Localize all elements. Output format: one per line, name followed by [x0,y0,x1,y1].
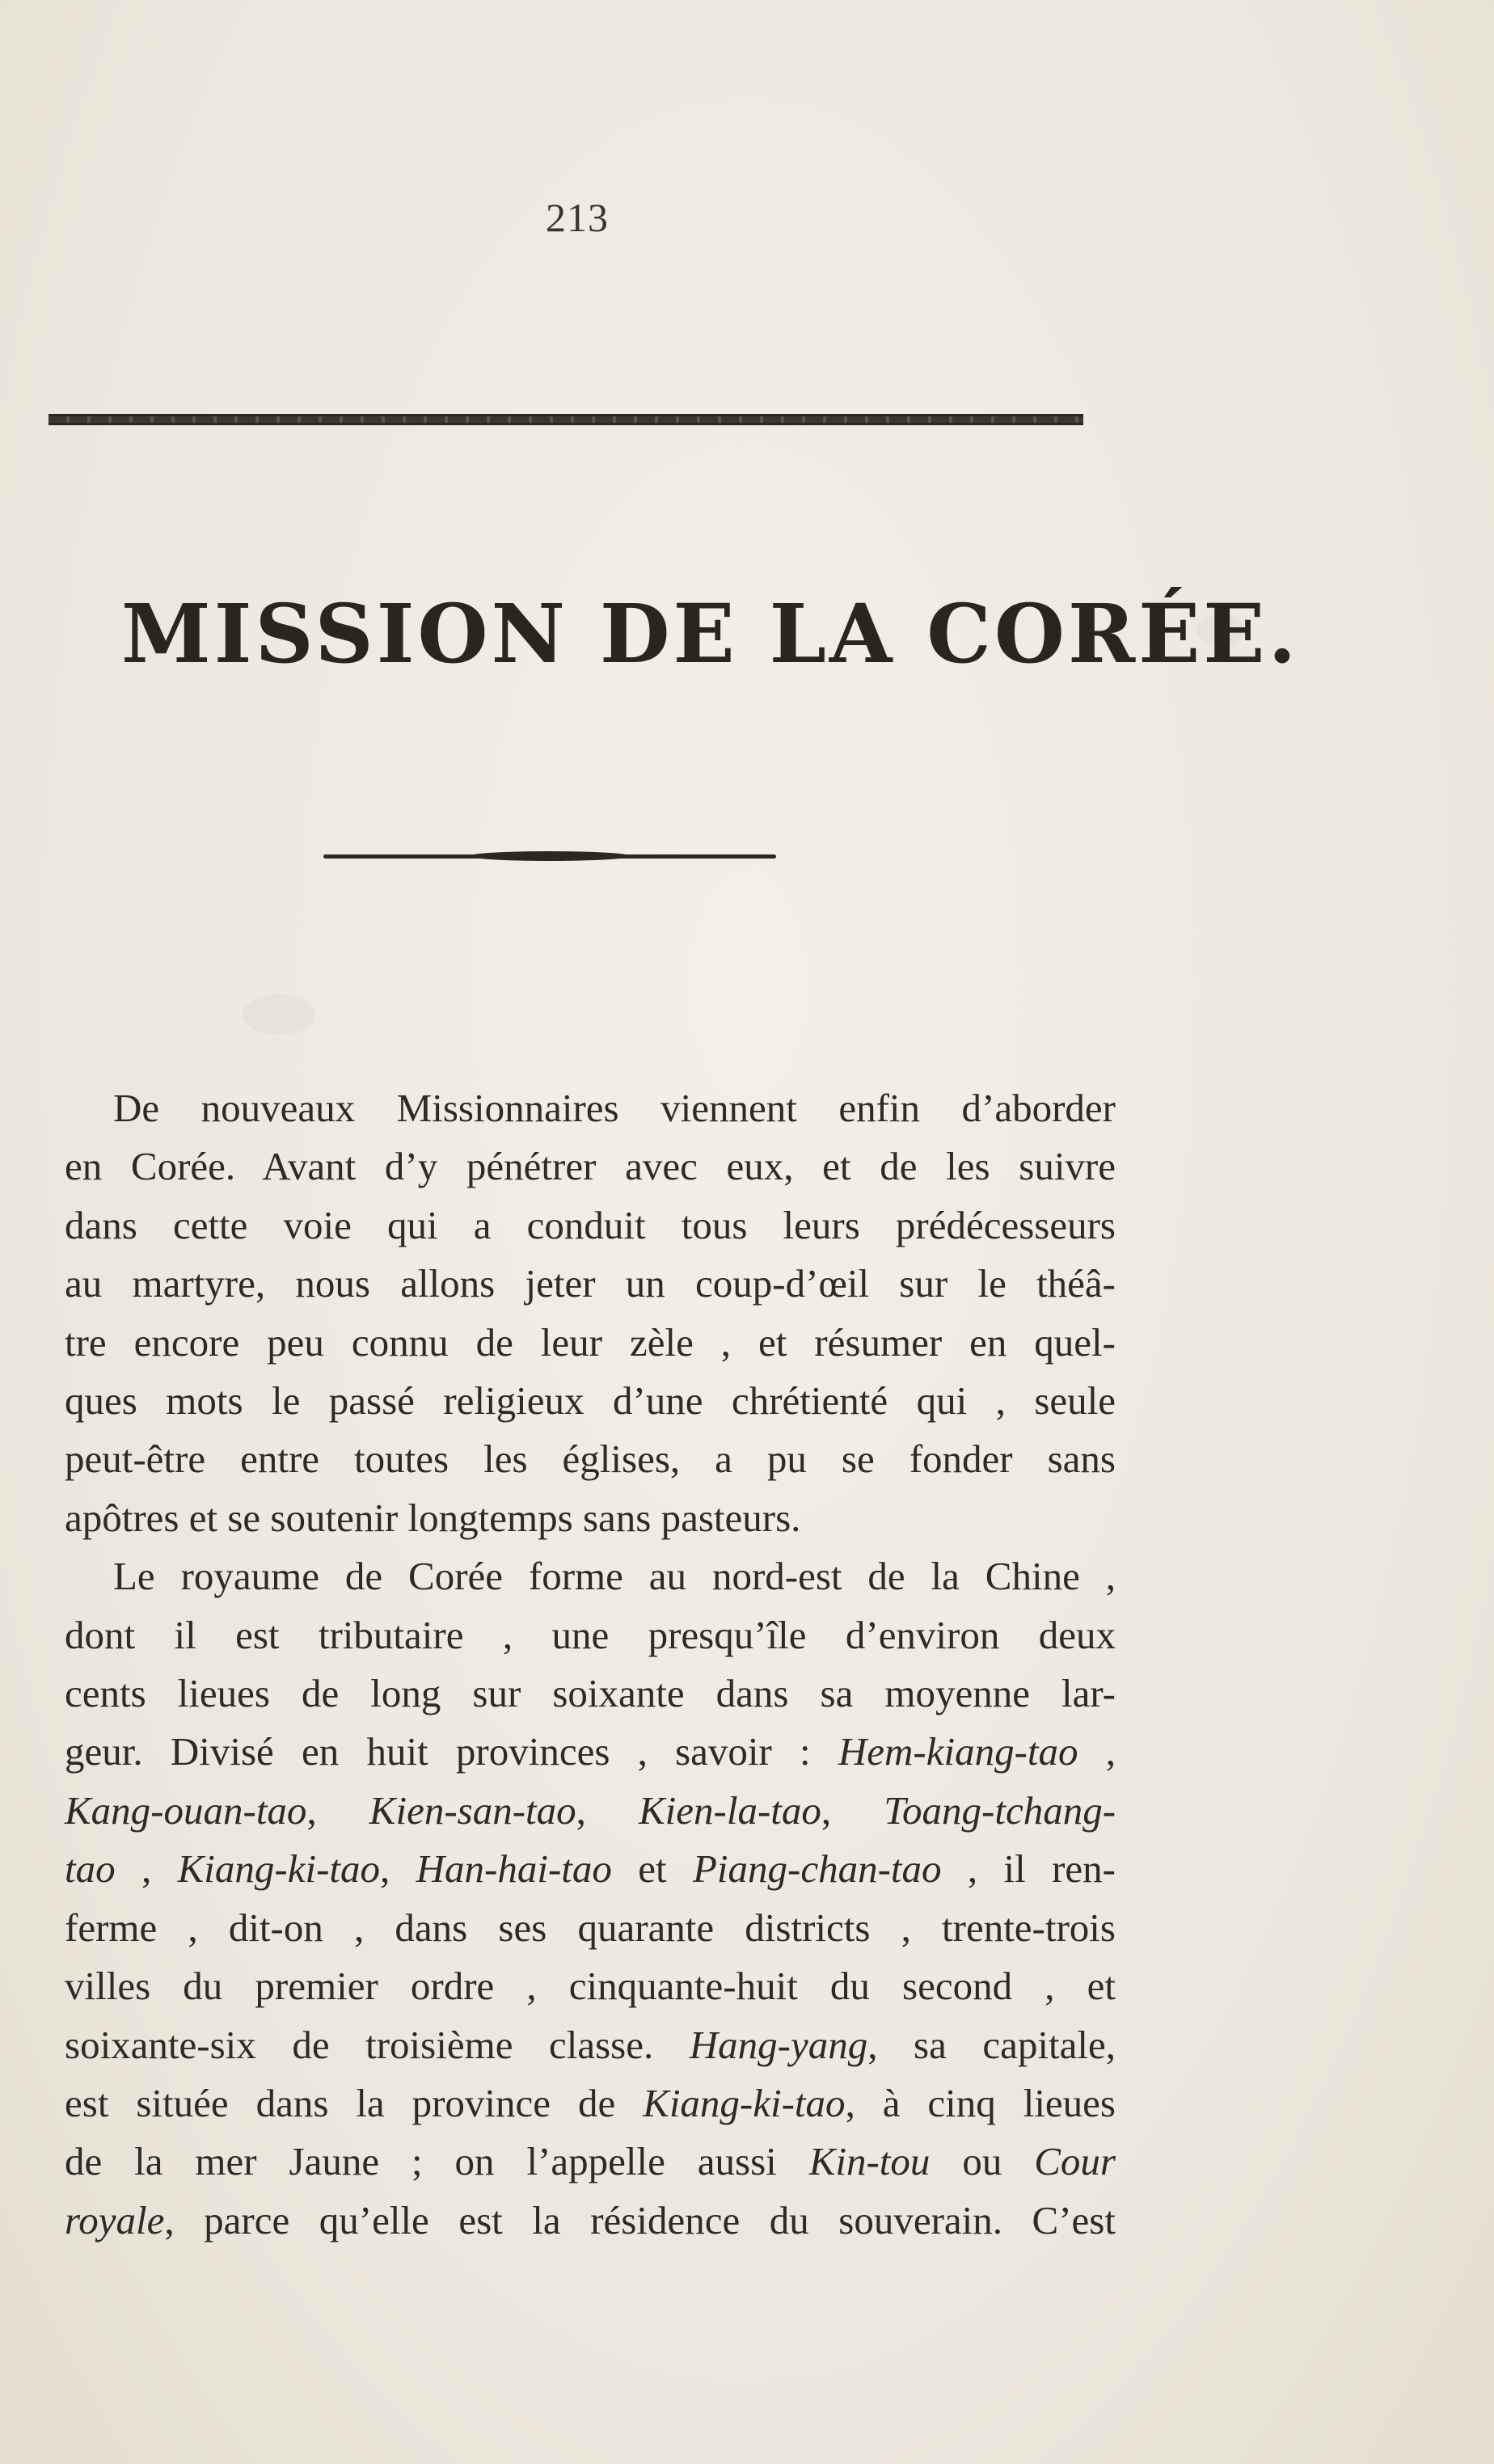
text-run: , parce qu’elle est la résidence du souverain. C’est [164,2197,1116,2242]
text-line: ques mots le passé religieux d’une chrétienté qui , seule [65,1378,1116,1424]
place-name: Hem-kiang-tao [838,1729,1078,1774]
text-line: villes du premier ordre , cinquante-huit du second , et [65,1964,1116,2009]
paragraph-2 [65,1547,1116,2250]
text-line: dont il est tributaire , une presqu’île d’environ deux [65,1612,1116,1657]
text-line: De nouveaux Missionnaires viennent enfin d’aborder [113,1086,1116,1130]
text-line: Le royaume de Corée forme au nord-est de la Chine , [113,1554,1116,1599]
place-name: Kiang-ki-tao [643,2080,846,2125]
place-name: tao [65,1846,116,1892]
place-name: Piang-chan-tao [693,1846,942,1892]
text-run: , [115,1846,178,1892]
rule-swell [469,851,631,861]
text-line: en Corée. Avant d’y pénétrer avec eux, et de les suivre [65,1144,1116,1189]
text-run: soixante-six de troisième classe. [65,2022,690,2067]
text-run: est située dans la province de [65,2080,644,2125]
place-name: Toang-tchang- [884,1787,1116,1833]
place-name: Hang-yang [689,2022,868,2067]
ornamental-rule [323,851,776,861]
text-line [65,1782,1116,1840]
text-line [65,2016,1116,2074]
text-run: et [611,1846,693,1892]
paper-stain [243,994,315,1035]
text-run: , [306,1787,369,1833]
text-line: peut-être entre toutes les églises, a pu se fonder sans [65,1437,1116,1482]
place-name: Kin-tou [808,2139,931,2184]
text-run: , sa capitale, [867,2022,1116,2067]
text-run: de la mer Jaune ; on l’appelle aussi [65,2139,809,2184]
text-line [65,2133,1116,2191]
text-run: , [1078,1729,1116,1774]
place-name: Cour [1034,2139,1116,2184]
text-line: au martyre, nous allons jeter un coup-d’œil sur le théâ- [65,1261,1116,1306]
place-name: Han-hai-tao [416,1846,612,1892]
text-line [65,1840,1116,1898]
place-name: Kien-la-tao [639,1787,821,1833]
text-run: geur. Divisé en huit provinces , savoir : [65,1729,838,1774]
text-line [65,2074,1116,2133]
place-name: Kiang-ki-tao [177,1846,381,1892]
text-line [65,1723,1116,1781]
chapter-title: MISSION DE LA CORÉE. [121,586,1300,681]
text-line: dans cette voie qui a conduit tous leurs prédécesseurs [65,1202,1116,1247]
text-run: , [576,1787,639,1833]
body-text [65,1079,1116,2250]
header-rule [49,414,1083,425]
text-line: cents lieues de long sur soixante dans sa moyenne lar- [65,1671,1116,1716]
text-line: tre encore peu connu de leur zèle , et résumer en quel- [65,1319,1116,1365]
text-run: ou [930,2139,1035,2184]
text-run: , [821,1787,884,1833]
place-name: royale [65,2197,165,2242]
text-run: , [380,1846,416,1892]
text-line: apôtres et se soutenir longtemps sans pasteurs. [65,1495,801,1540]
text-run: , à cinq lieues [845,2080,1116,2125]
text-line: ferme , dit-on , dans ses quarante districts , trente-trois [65,1905,1116,1950]
text-run: , il ren- [941,1846,1116,1892]
text-line [65,2192,1116,2250]
page-number: 213 [546,195,609,240]
place-name: Kang-ouan-tao [65,1787,307,1833]
place-name: Kien-san-tao [369,1787,576,1833]
paragraph-1 [65,1079,1116,1547]
